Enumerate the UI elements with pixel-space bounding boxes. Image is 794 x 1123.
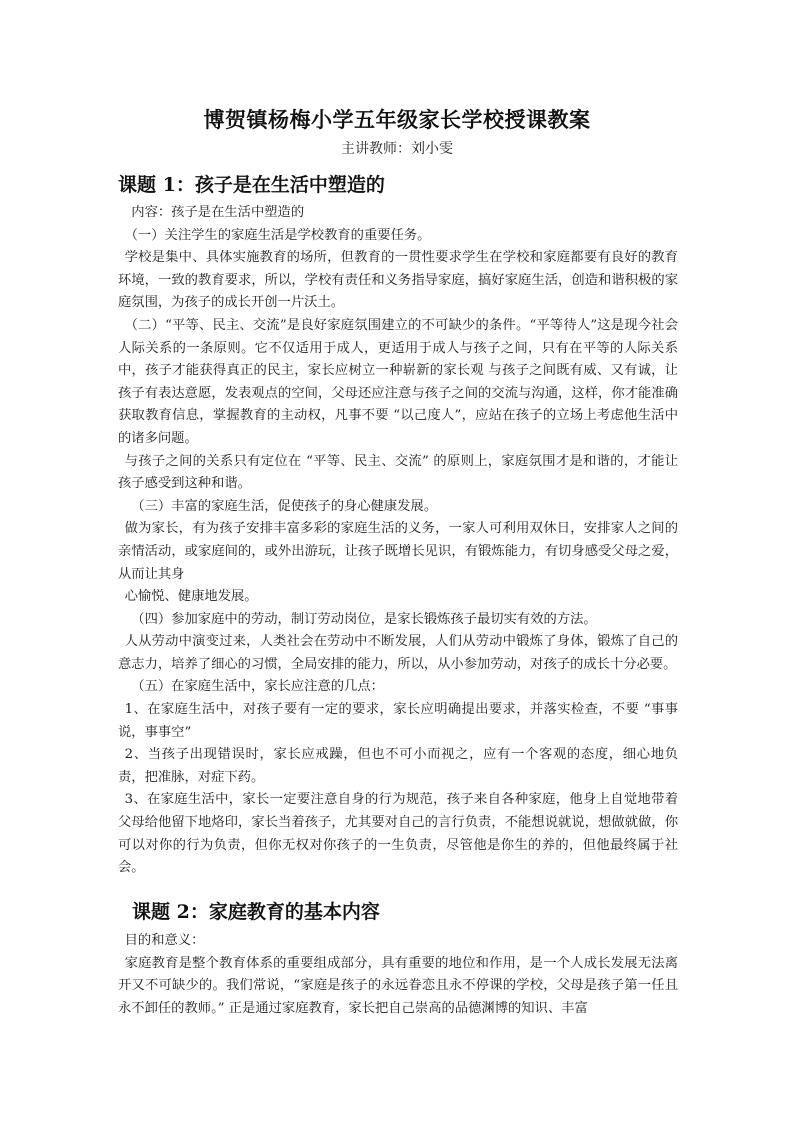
lesson1-heading: 课题 1：孩子是在生活中塑造的 bbox=[118, 174, 385, 196]
lesson1-paragraph: 做为家长，有为孩子安排丰富多彩的家庭生活的义务，一家人可利用双休日，安排家人之间的亲情活动，或家庭间的，或外出游玩，让孩子既增长见识，有锻炼能力，有切身感受父母之爱，从而让其身 bbox=[118, 521, 678, 582]
lesson2-body bbox=[118, 930, 678, 1020]
document-title: 博贺镇杨梅小学五年级家长学校授课教案 bbox=[203, 107, 591, 132]
lesson1-paragraph: 人从劳动中演变过来，人类社会在劳动中不断发展，人们从劳动中锻炼了身体，锻炼了自己的意志力，培养了细心的习惯，全局安排的能力，所以，从小参加劳动，对孩子的成长十分必要。 bbox=[118, 634, 678, 672]
lesson1-paragraph: 心愉悦、健康地发展。 bbox=[124, 589, 258, 605]
lesson1-paragraph: 与孩子之间的关系只有定位在 “平等、民主、交流” 的原则上，家庭氛围才是和谐的，才能让孩子感受到这种和谐。 bbox=[118, 453, 678, 492]
lesson1-paragraph: 2、当孩子出现错误时，家长应戒躁，但也不可小而视之，应有一个客观的态度，细心地负责，把准脉，对症下药。 bbox=[118, 747, 678, 785]
lesson1-body bbox=[118, 202, 678, 880]
lesson1-paragraph: （五）在家庭生活中，家长应注意的几点： bbox=[131, 679, 384, 695]
lesson1-paragraph: 3、在家庭生活中，家长一定要注意自身的行为规范，孩子来自各种家庭，他身上自觉地带着父母给他留下地烙印，家长当着孩子，尤其要对自己的言行负责，不能想说就说，想做就做，你可以对你的行为负责，但你无权对你孩子的一生负责，尽管他是你生的养的，但他最终属于社会。 bbox=[118, 792, 678, 876]
lesson1-paragraph: 内容：孩子是在生活中塑造的 bbox=[131, 205, 305, 220]
lesson2-paragraph: 家庭教育是整个教育体系的重要组成部分，具有重要的地位和作用，是一个人成长发展无法离开又不可缺少的。我们常说，“家庭是孩子的永远眷恋且永不停课的学校，父母是孩子第一任且永不卸任的教师。” 正是通过家庭教育，家长把自己崇高的品德渊博的知识、丰富 bbox=[118, 955, 678, 1016]
lesson1-paragraph: （一）关注学生的家庭生活是学校教育的重要任务。 bbox=[124, 227, 431, 243]
lesson1-paragraph: （三）丰富的家庭生活，促使孩子的身心健康发展。 bbox=[131, 498, 438, 514]
lesson1-paragraph: 学校是集中、具体实施教育的场所，但教育的一贯性要求学生在学校和家庭都要有良好的教育环境，一致的教育要求，所以，学校有责任和义务指导家庭，搞好家庭生活，创造和谐积极的家庭氛围，为孩子的成长开创一片沃土。 bbox=[118, 250, 678, 311]
lesson1-paragraph: （二）“平等、民主、交流”是良好家庭氛围建立的不可缺少的条件。“平等待人”这是现今社会人际关系的一条原则。它不仅适用于成人，更适用于成人与孩子之间，只有在平等的人际关系中，孩子才能获得真正的民主，家长应树立一种崭新的家长观 与孩子之间既有威、又有诚，让孩子有表达意愿，发表观点的空间，父母还应注意与孩子之间的交流与沟通，这样，你才能准确获取教育信息，掌握教育的主动权，凡事不要 “以己度人”，应站在孩子的立场上考虑他生活中的诸多问题。 bbox=[118, 317, 678, 446]
lesson1-paragraph: （四）参加家庭中的劳动，制订劳动岗位，是家长锻炼孩子最切实有效的方法。 bbox=[131, 611, 597, 627]
teacher-line: 主讲教师：刘小雯 bbox=[341, 141, 453, 157]
lesson1-paragraph: 1、在家庭生活中，对孩子要有一定的要求，家长应明确提出要求，并落实检查，不要 “事事说，事事空” bbox=[118, 702, 678, 740]
lesson2-heading: 课题 2：家庭教育的基本内容 bbox=[132, 901, 380, 923]
lesson2-paragraph: 目的和意义： bbox=[124, 933, 205, 948]
